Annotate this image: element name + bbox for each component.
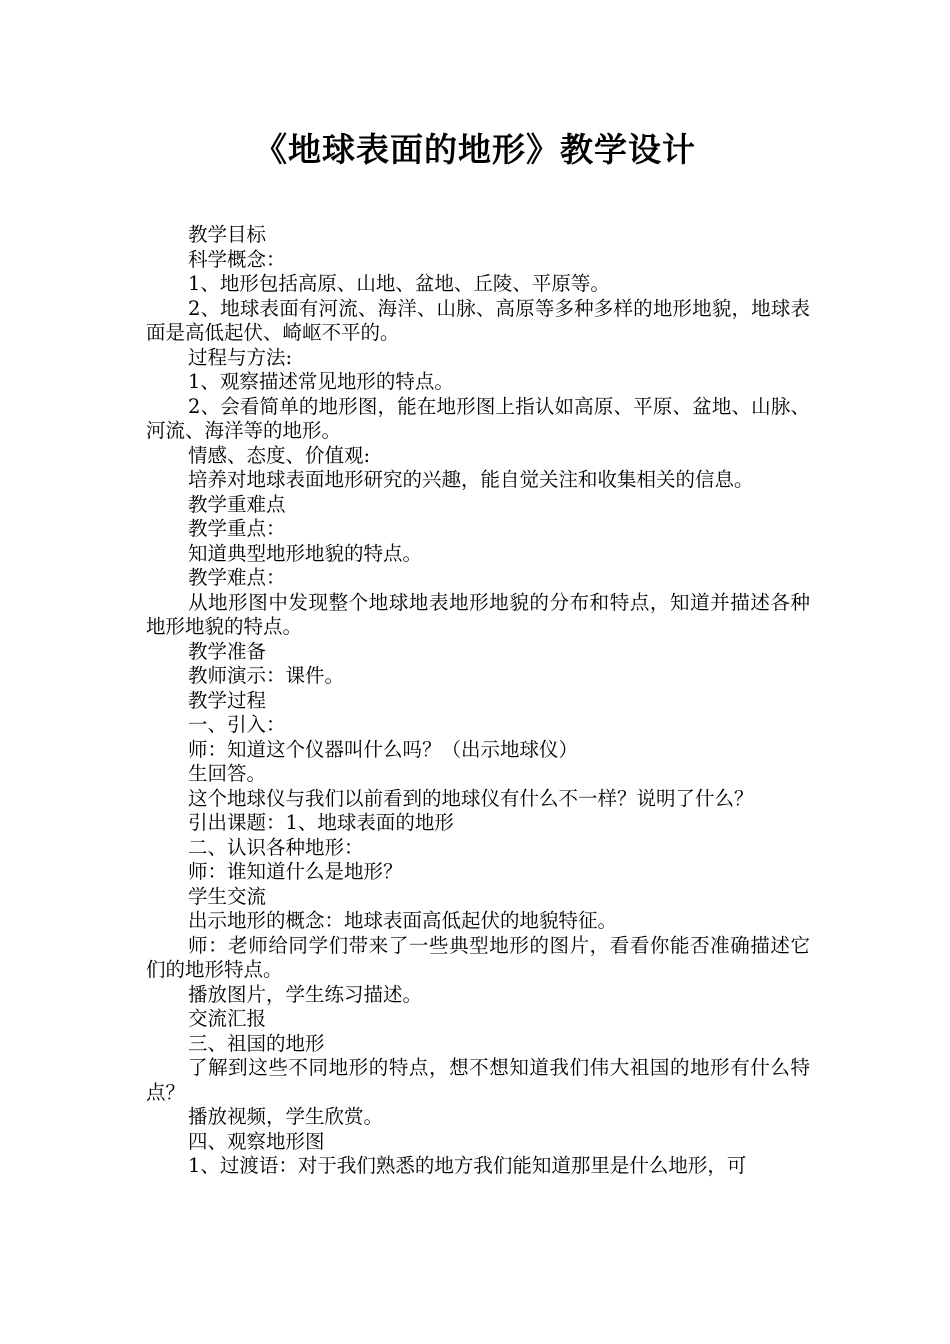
paragraph: 教学重点：: [188, 517, 286, 540]
paragraph: 学生交流: [188, 884, 267, 908]
paragraph: 出示地形的概念：地球表面高低起伏的地貌特征。: [188, 909, 618, 932]
paragraph: 三、祖国的地形: [188, 1031, 325, 1055]
paragraph: 了解到这些不同地形的特点，想不想知道我们伟大祖国的地形有什么特点？: [146, 1056, 810, 1104]
paragraph: 师：知道这个仪器叫什么吗？（出示地球仪）: [188, 737, 579, 761]
paragraph: 教学目标: [188, 223, 267, 246]
paragraph: 生回答。: [188, 762, 267, 785]
paragraph: 2、会看简单的地形图，能在地形图上指认如高原、平原、盆地、山脉、河流、海洋等的地形。: [146, 394, 810, 442]
paragraph: 引出课题：1、地球表面的地形: [188, 811, 454, 834]
paragraph: 教学过程: [188, 688, 267, 712]
paragraph: 教学准备: [188, 639, 267, 663]
paragraph: 交流汇报: [188, 1007, 267, 1030]
paragraph: 过程与方法:: [188, 345, 293, 369]
paragraph: 一、引入：: [188, 713, 286, 736]
paragraph: 1、地形包括高原、山地、盆地、丘陵、平原等。: [188, 272, 610, 295]
paragraph: 播放视频，学生欣赏。: [188, 1105, 384, 1128]
paragraph: 播放图片，学生练习描述。: [188, 982, 423, 1006]
paragraph: 知道典型地形地貌的特点。: [188, 541, 423, 565]
paragraph: 这个地球仪与我们以前看到的地球仪有什么不一样？说明了什么？: [188, 786, 754, 810]
paragraph: 情感、态度、价值观:: [188, 443, 371, 467]
paragraph: 1、观察描述常见地形的特点。: [188, 370, 454, 393]
paragraph: 2、地球表面有河流、海洋、山脉、高原等多种多样的地形地貌，地球表面是高低起伏、崎岖不平的。: [146, 296, 810, 344]
paragraph: 从地形图中发现整个地球地表地形地貌的分布和特点，知道并描述各种地形地貌的特点。: [146, 590, 810, 638]
paragraph: 师：老师给同学们带来了一些典型地形的图片，看看你能否准确描述它们的地形特点。: [146, 933, 810, 981]
paragraph: 科学概念：: [188, 247, 286, 271]
paragraph: 教师演示：课件。: [188, 664, 345, 687]
paragraph: 师：谁知道什么是地形？: [188, 860, 403, 883]
paragraph: 二、认识各种地形：: [188, 835, 364, 859]
document-title: 《地球表面的地形》教学设计: [254, 130, 696, 169]
paragraph: 培养对地球表面地形研究的兴趣，能自觉关注和收集相关的信息。: [188, 468, 754, 491]
paragraph: 教学难点：: [188, 566, 286, 589]
paragraph: 1、过渡语：对于我们熟悉的地方我们能知道那里是什么地形，可: [188, 1154, 747, 1177]
document-body: [146, 223, 810, 1179]
paragraph: 教学重难点: [188, 492, 286, 516]
paragraph: 四、观察地形图: [188, 1129, 325, 1153]
